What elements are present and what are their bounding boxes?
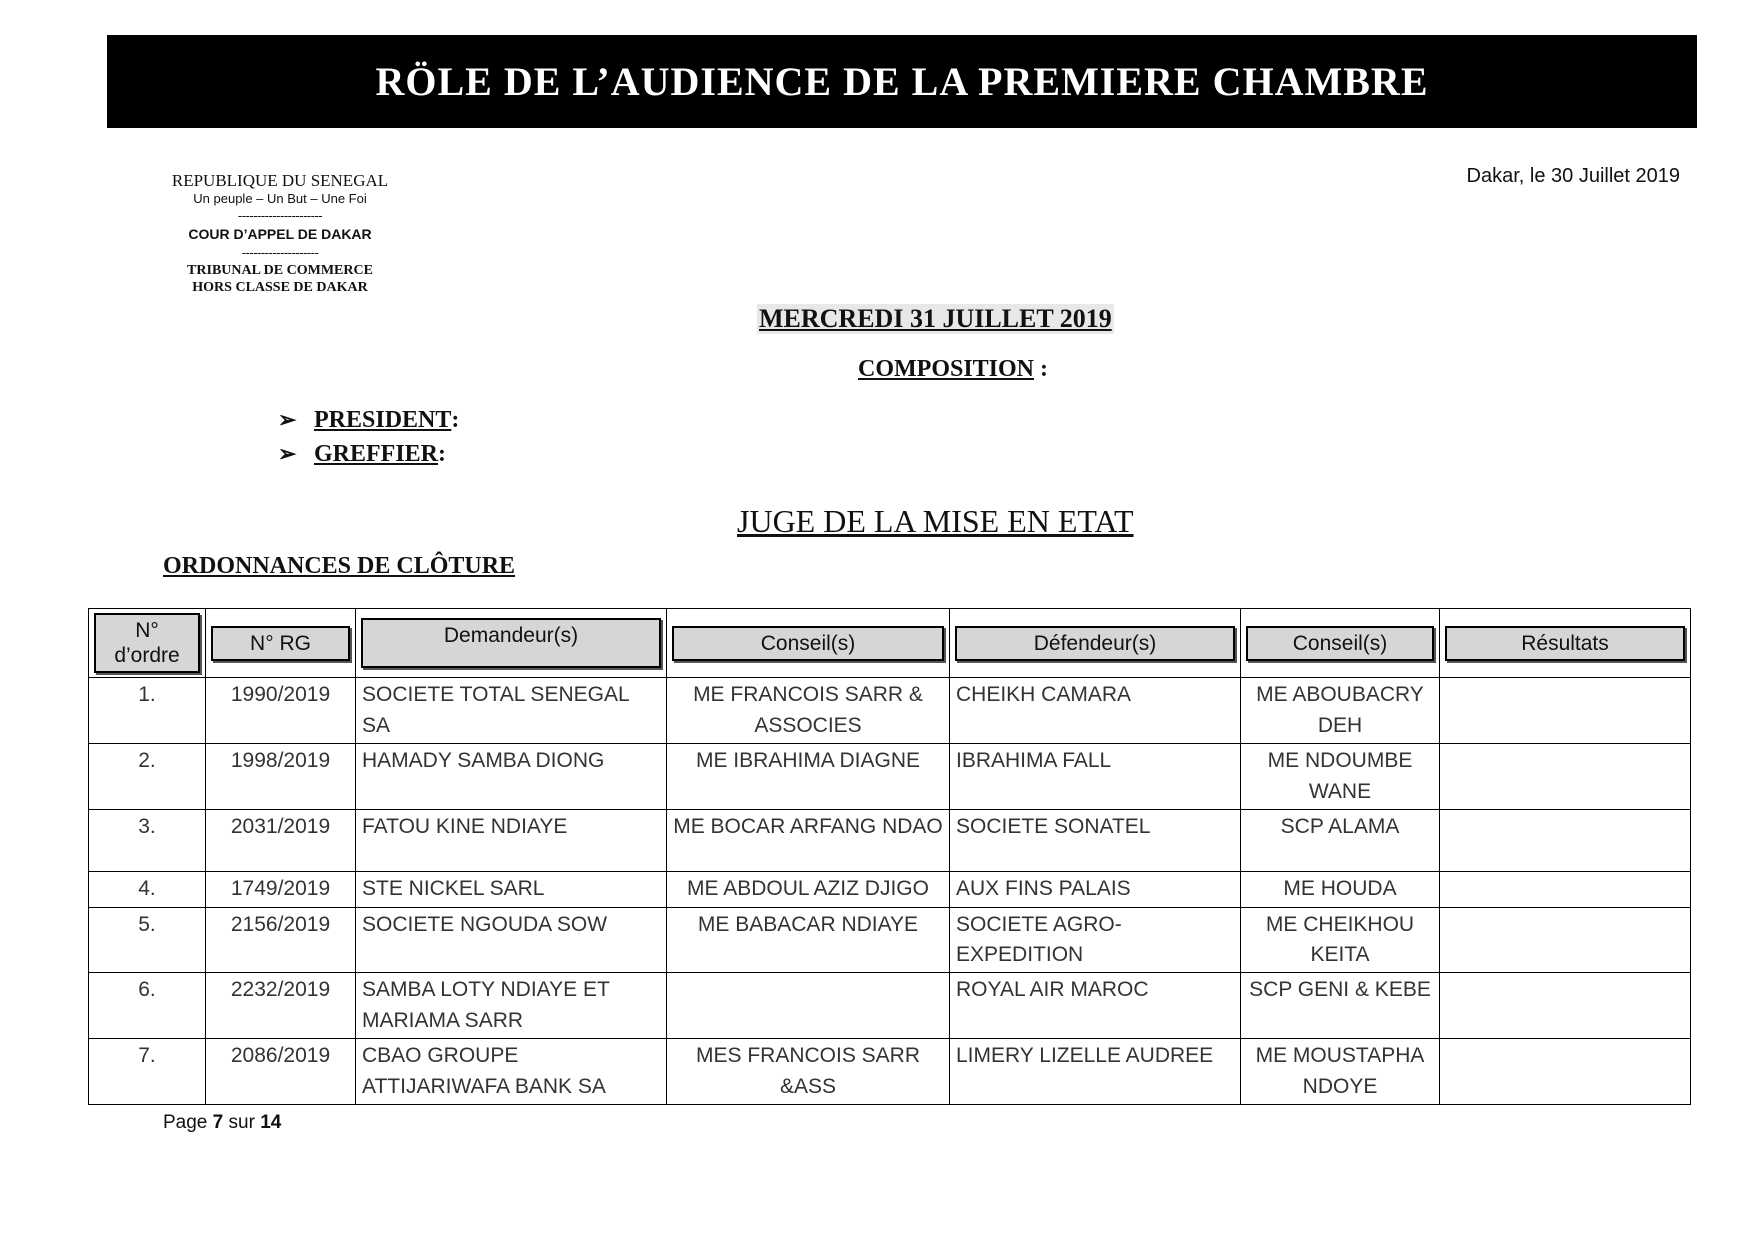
cell-resultat xyxy=(1440,973,1691,1039)
cell-resultat xyxy=(1440,872,1691,907)
cell-rg: 1990/2019 xyxy=(206,678,356,744)
letterhead-tribunal-line1: TRIBUNAL DE COMMERCE xyxy=(187,262,373,278)
letterhead-motto: Un peuple – Un But – Une Foi xyxy=(193,191,367,207)
table-row xyxy=(89,678,1691,744)
role-label: PRESIDENT xyxy=(314,406,452,433)
cell-conseil-defendeur: ME NDOUMBE WANE xyxy=(1241,744,1440,810)
cell-rg: 1998/2019 xyxy=(206,744,356,810)
page-footer xyxy=(163,1112,281,1134)
letterhead-court: COUR D’APPEL DE DAKAR xyxy=(188,225,372,242)
cell-demandeur: SOCIETE TOTAL SENEGAL SA xyxy=(356,678,667,744)
cell-rg: 1749/2019 xyxy=(206,872,356,907)
footer-middle: sur xyxy=(223,1112,261,1133)
cell-conseil-demandeur xyxy=(667,973,950,1039)
cell-demandeur: STE NICKEL SARL xyxy=(356,872,667,907)
cell-rg: 2031/2019 xyxy=(206,810,356,872)
cell-defendeur: AUX FINS PALAIS xyxy=(950,872,1241,907)
cell-rg: 2232/2019 xyxy=(206,973,356,1039)
cell-rg: 2086/2019 xyxy=(206,1039,356,1105)
header-conseil-defendeur xyxy=(1241,609,1440,678)
cell-defendeur: ROYAL AIR MAROC xyxy=(950,973,1241,1039)
cell-demandeur: HAMADY SAMBA DIONG xyxy=(356,744,667,810)
section-title: JUGE DE LA MISE EN ETAT xyxy=(737,503,1134,539)
cell-conseil-defendeur: ME MOUSTAPHA NDOYE xyxy=(1241,1039,1440,1105)
document-date: Dakar, le 30 Juillet 2019 xyxy=(1466,165,1680,187)
cell-conseil-demandeur: MES FRANCOIS SARR &ASS xyxy=(667,1039,950,1105)
header-order-line2: d’ordre xyxy=(114,644,180,668)
letterhead-separator: -------------------- xyxy=(241,245,319,261)
cell-defendeur: IBRAHIMA FALL xyxy=(950,744,1241,810)
header-demandeur xyxy=(356,609,667,678)
role-suffix: : xyxy=(451,406,460,433)
header-rg xyxy=(206,609,356,678)
cell-order: 2. xyxy=(89,744,206,810)
cell-order: 6. xyxy=(89,973,206,1039)
cell-conseil-defendeur: SCP ALAMA xyxy=(1241,810,1440,872)
cell-conseil-defendeur: SCP GENI & KEBE xyxy=(1241,973,1440,1039)
cell-rg: 2156/2019 xyxy=(206,907,356,973)
cell-defendeur: CHEIKH CAMARA xyxy=(950,678,1241,744)
header-defendeur-label: Défendeur(s) xyxy=(955,626,1235,661)
cell-conseil-demandeur: ME IBRAHIMA DIAGNE xyxy=(667,744,950,810)
cell-defendeur: LIMERY LIZELLE AUDREE xyxy=(950,1039,1241,1105)
table-row xyxy=(89,872,1691,907)
role-suffix: : xyxy=(438,440,447,467)
cell-resultat xyxy=(1440,907,1691,973)
header-order xyxy=(89,609,206,678)
table-header-row xyxy=(89,609,1691,678)
footer-prefix: Page xyxy=(163,1112,213,1133)
cases-table xyxy=(88,608,1691,1105)
cell-conseil-defendeur: ME ABOUBACRY DEH xyxy=(1241,678,1440,744)
arrow-bullet-icon: ➢ xyxy=(278,441,297,466)
cell-order: 7. xyxy=(89,1039,206,1105)
cell-resultat xyxy=(1440,810,1691,872)
header-conseil-demandeur xyxy=(667,609,950,678)
role-item-greffier xyxy=(278,437,459,471)
header-order-line1: N° xyxy=(135,619,159,642)
cell-conseil-demandeur: ME FRANCOIS SARR & ASSOCIES xyxy=(667,678,950,744)
cell-order: 3. xyxy=(89,810,206,872)
letterhead xyxy=(140,170,420,297)
header-defendeur xyxy=(950,609,1241,678)
cell-resultat xyxy=(1440,678,1691,744)
composition-suffix: : xyxy=(1034,356,1049,382)
composition-roles xyxy=(278,403,459,471)
table-row xyxy=(89,744,1691,810)
cell-resultat xyxy=(1440,744,1691,810)
sub-title: ORDONNANCES DE CLÔTURE xyxy=(163,553,516,579)
role-label: GREFFIER xyxy=(314,440,439,467)
cell-conseil-defendeur: ME HOUDA xyxy=(1241,872,1440,907)
table-row xyxy=(89,973,1691,1039)
cell-demandeur: CBAO GROUPE ATTIJARIWAFA BANK SA xyxy=(356,1039,667,1105)
header-banner xyxy=(107,35,1697,128)
composition-label: COMPOSITION xyxy=(858,356,1035,382)
header-resultats-label: Résultats xyxy=(1445,626,1685,661)
cell-defendeur: SOCIETE SONATEL xyxy=(950,810,1241,872)
header-conseil-label: Conseil(s) xyxy=(672,626,944,661)
table-row xyxy=(89,1039,1691,1105)
header-resultats xyxy=(1440,609,1691,678)
cell-demandeur: SOCIETE NGOUDA SOW xyxy=(356,907,667,973)
header-demandeur-label: Demandeur(s) xyxy=(361,618,661,668)
header-conseil-label: Conseil(s) xyxy=(1246,626,1434,661)
table-row xyxy=(89,907,1691,973)
arrow-bullet-icon: ➢ xyxy=(278,407,297,432)
cell-conseil-demandeur: ME BABACAR NDIAYE xyxy=(667,907,950,973)
letterhead-tribunal-line2: HORS CLASSE DE DAKAR xyxy=(192,280,368,295)
composition-heading xyxy=(858,356,1048,383)
cell-conseil-defendeur: ME CHEIKHOU KEITA xyxy=(1241,907,1440,973)
document-title: RÖLE DE L’AUDIENCE DE LA PREMIERE CHAMBRE xyxy=(375,59,1429,104)
header-rg-label: N° RG xyxy=(211,626,350,661)
cell-order: 5. xyxy=(89,907,206,973)
cell-conseil-demandeur: ME BOCAR ARFANG NDAO xyxy=(667,810,950,872)
cell-demandeur: FATOU KINE NDIAYE xyxy=(356,810,667,872)
hearing-day: MERCREDI 31 JUILLET 2019 xyxy=(759,304,1112,333)
table-row xyxy=(89,810,1691,872)
letterhead-country: REPUBLIQUE DU SENEGAL xyxy=(171,171,389,190)
role-item-president xyxy=(278,403,459,437)
cell-defendeur: SOCIETE AGRO-EXPEDITION xyxy=(950,907,1241,973)
cell-conseil-demandeur: ME ABDOUL AZIZ DJIGO xyxy=(667,872,950,907)
footer-current-page: 7 xyxy=(212,1112,224,1133)
cell-demandeur: SAMBA LOTY NDIAYE ET MARIAMA SARR xyxy=(356,973,667,1039)
cell-resultat xyxy=(1440,1039,1691,1105)
letterhead-separator: ---------------------- xyxy=(237,207,323,223)
cell-order: 4. xyxy=(89,872,206,907)
footer-total-pages: 14 xyxy=(260,1112,282,1133)
cell-order: 1. xyxy=(89,678,206,744)
